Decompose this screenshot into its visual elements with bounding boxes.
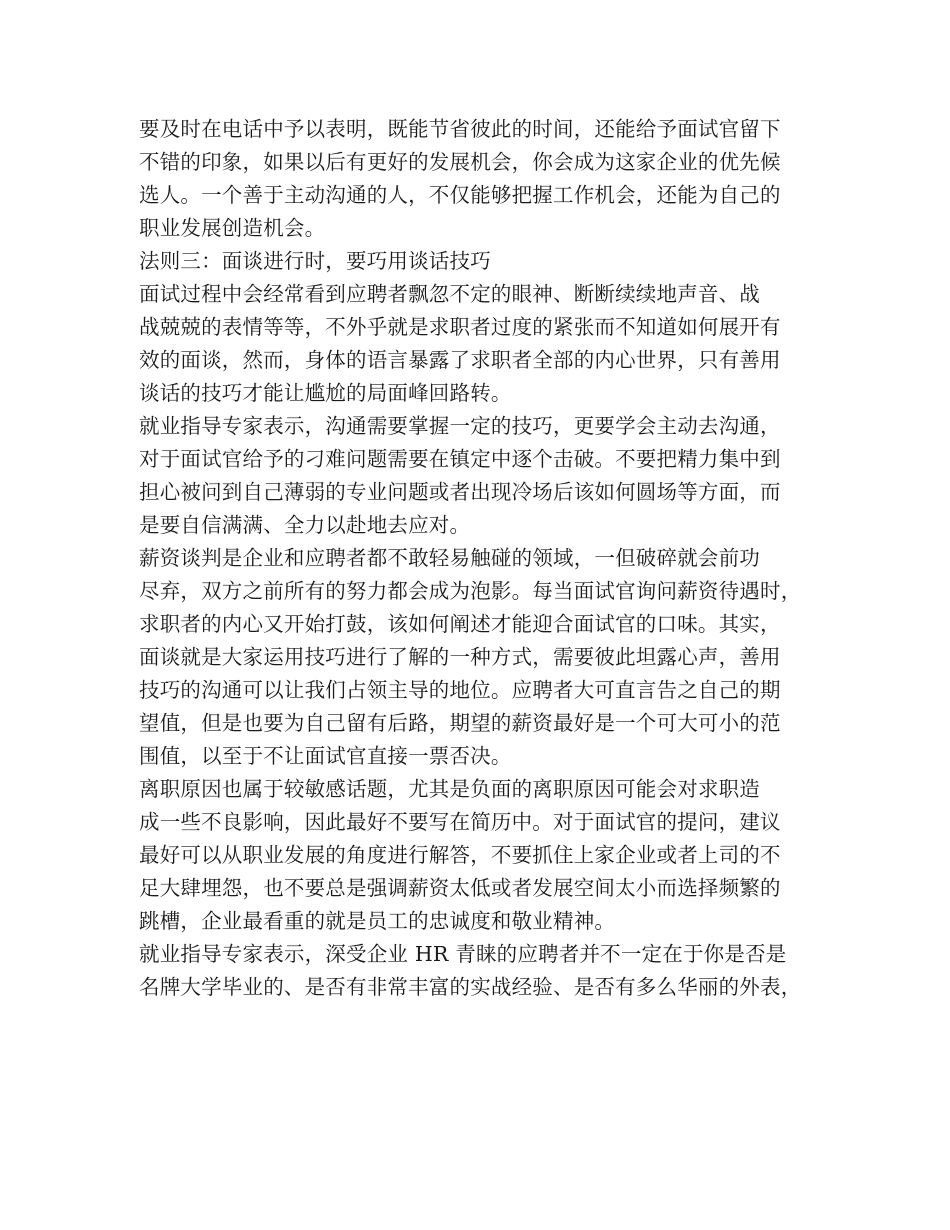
text-line: 对于面试官给予的刁难问题需要在镇定中逐个击破。不要把精力集中到 — [139, 447, 781, 471]
text-line: 薪资谈判是企业和应聘者都不敢轻易触碰的领域，一但破碎就会前功 — [139, 546, 760, 570]
text-line: 望值，但是也要为自己留有后路，期望的薪资最好是一个可大可小的范 — [139, 711, 781, 735]
text-line: 足大肆埋怨，也不要总是强调薪资太低或者发展空间太小而选择频繁的 — [139, 876, 781, 900]
text-line: 尽弃，双方之前所有的努力都会成为泡影。每当面试官询问薪资待遇时， — [139, 579, 802, 603]
section-heading: 法则三：面谈进行时，要巧用谈话技巧 — [139, 249, 491, 273]
text-line: 围值，以至于不让面试官直接一票否决。 — [139, 744, 512, 768]
text-line: 谈话的技巧才能让尴尬的局面峰回路转。 — [139, 381, 512, 405]
text-line: 面谈就是大家运用技巧进行了解的一种方式，需要彼此坦露心声，善用 — [139, 645, 781, 669]
text-line: 职业发展创造机会。 — [139, 216, 326, 240]
text-line: 选人。一个善于主动沟通的人，不仅能够把握工作机会，还能为自己的 — [139, 183, 781, 207]
text-line: 就业指导专家表示，沟通需要掌握一定的技巧，更要学会主动去沟通， — [139, 414, 781, 438]
text-line: 战兢兢的表情等等，不外乎就是求职者过度的紧张而不知道如何展开有 — [139, 315, 781, 339]
text-line: 名牌大学毕业的、是否有非常丰富的实战经验、是否有多么华丽的外表， — [139, 975, 802, 999]
text-line: 效的面谈，然而，身体的语言暴露了求职者全部的内心世界，只有善用 — [139, 348, 781, 372]
text-line: 最好可以从职业发展的角度进行解答，不要抓住上家企业或者上司的不 — [139, 843, 781, 867]
text-line: 要及时在电话中予以表明，既能节省彼此的时间，还能给予面试官留下 — [139, 117, 781, 141]
text-line: 就业指导专家表示，深受企业 HR 青睐的应聘者并不一定在于你是否是 — [139, 942, 787, 966]
document-body — [139, 113, 839, 1004]
text-line: 担心被问到自己薄弱的专业问题或者出现冷场后该如何圆场等方面，而 — [139, 480, 781, 504]
text-line: 不错的印象，如果以后有更好的发展机会，你会成为这家企业的优先候 — [139, 150, 781, 174]
text-line: 是要自信满满、全力以赴地去应对。 — [139, 513, 471, 537]
text-line: 成一些不良影响，因此最好不要写在简历中。对于面试官的提问，建议 — [139, 810, 781, 834]
text-line: 面试过程中会经常看到应聘者飘忽不定的眼神、断断续续地声音、战 — [139, 282, 760, 306]
text-line: 技巧的沟通可以让我们占领主导的地位。应聘者大可直言告之自己的期 — [139, 678, 781, 702]
text-line: 跳槽，企业最看重的就是员工的忠诚度和敬业精神。 — [139, 909, 616, 933]
text-line: 求职者的内心又开始打鼓，该如何阐述才能迎合面试官的口味。其实， — [139, 612, 781, 636]
text-line: 离职原因也属于较敏感话题，尤其是负面的离职原因可能会对求职造 — [139, 777, 760, 801]
